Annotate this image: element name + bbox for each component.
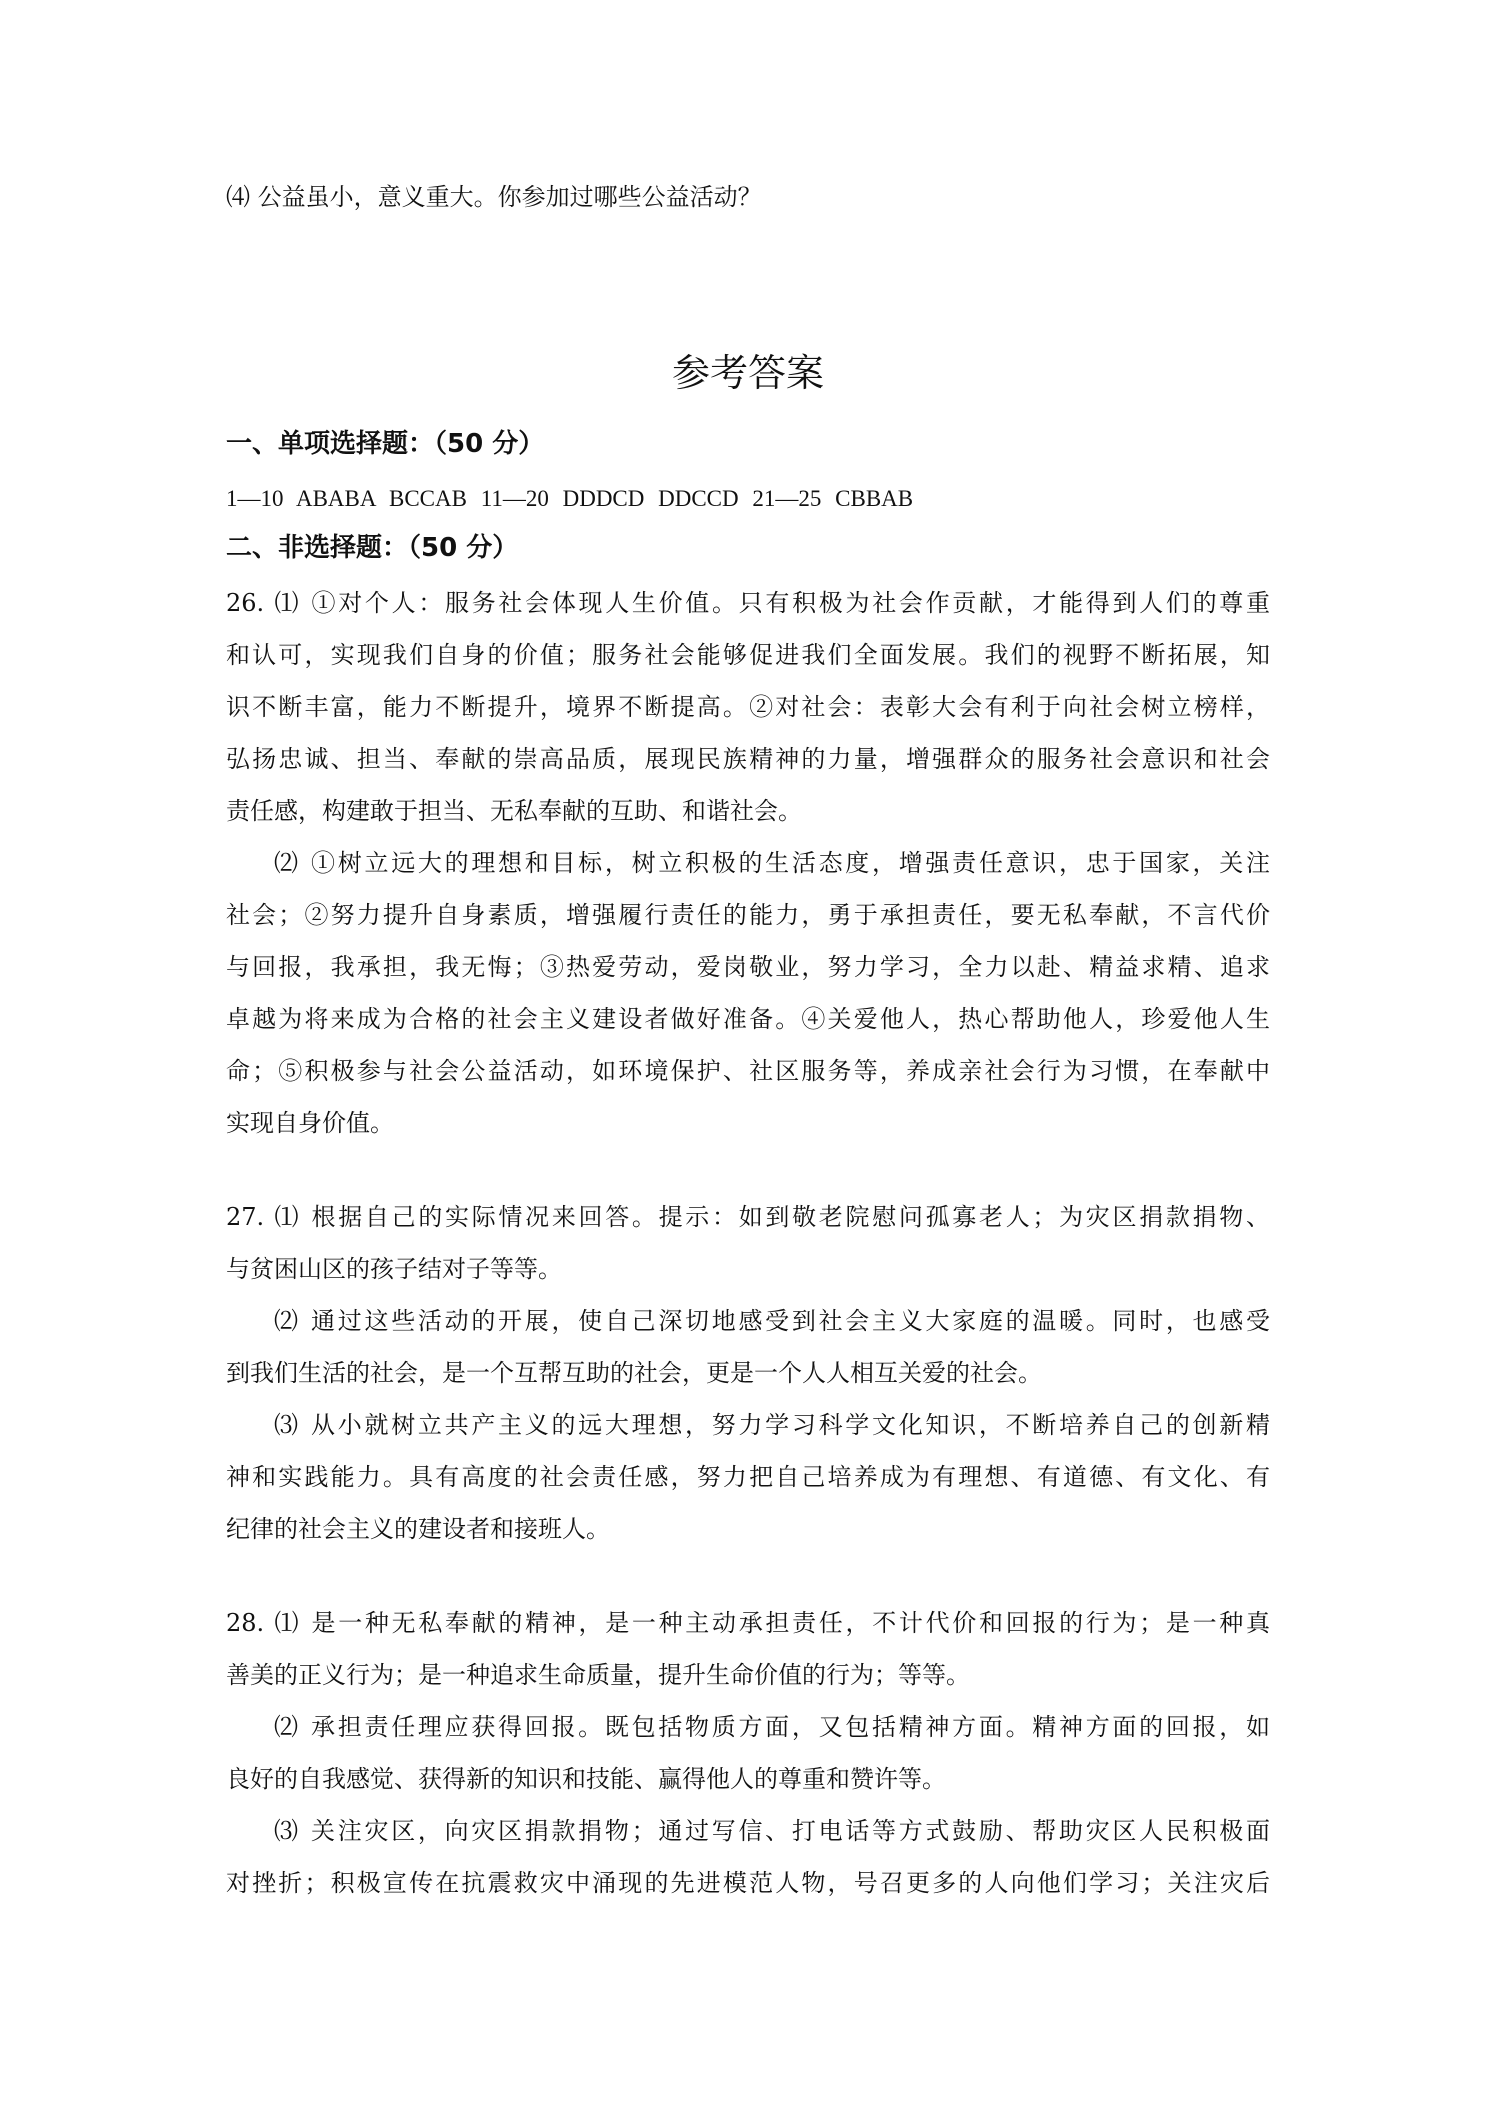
answer-28-part1-line: 28. ⑴ 是一种无私奉献的精神，是一种主动承担责任，不计代价和回报的行为；是一种真 <box>226 1609 1270 1637</box>
answer-26-part2-line: 卓越为将来成为合格的社会主义建设者做好准备。④关爱他人，热心帮助他人，珍爱他人生 <box>226 1005 1270 1033</box>
answer-27-part3-line: ⑶ 从小就树立共产主义的远大理想，努力学习科学文化知识，不断培养自己的创新精 <box>274 1411 1270 1439</box>
answer-26-part2-line: 实现自身价值。 <box>226 1109 394 1137</box>
answer-26-part1-line: 弘扬忠诚、担当、奉献的崇高品质，展现民族精神的力量，增强群众的服务社会意识和社会 <box>226 745 1270 773</box>
answer-26-part1-line: 责任感，构建敢于担当、无私奉献的互助、和谐社会。 <box>226 797 802 825</box>
answer-26-part1-line: 和认可，实现我们自身的价值；服务社会能够促进我们全面发展。我们的视野不断拓展，知 <box>226 641 1270 669</box>
section-heading-non-choice: 二、非选择题：（50 分） <box>226 533 519 563</box>
answer-26-part1-line: 26. ⑴ ①对个人：服务社会体现人生价值。只有积极为社会作贡献，才能得到人们的尊重 <box>226 589 1270 617</box>
page-title: 参考答案 <box>671 351 824 395</box>
answer-27-part2-line: ⑵ 通过这些活动的开展，使自己深切地感受到社会主义大家庭的温暖。同时，也感受 <box>274 1307 1270 1335</box>
answer-26-part2-line: ⑵ ①树立远大的理想和目标，树立积极的生活态度，增强责任意识，忠于国家，关注 <box>274 849 1270 877</box>
answer-26-part2-line: 命；⑤积极参与社会公益活动，如环境保护、社区服务等，养成亲社会行为习惯，在奉献中 <box>226 1057 1270 1085</box>
answer-27-part3-line: 神和实践能力。具有高度的社会责任感，努力把自己培养成为有理想、有道德、有文化、有 <box>226 1463 1270 1491</box>
answer-27-part1-line: 27. ⑴ 根据自己的实际情况来回答。提示：如到敬老院慰问孤寡老人；为灾区捐款捐物、 <box>226 1203 1270 1231</box>
section-heading-multiple-choice: 一、单项选择题：（50 分） <box>226 429 545 459</box>
previous-question-4: ⑷ 公益虽小，意义重大。你参加过哪些公益活动？ <box>226 183 762 211</box>
multiple-choice-answers: 1—10 ABABA BCCAB 11—20 DDDCD DDCCD 21—25 CBBAB <box>226 486 914 511</box>
answer-28-part3-line: ⑶ 关注灾区，向灾区捐款捐物；通过写信、打电话等方式鼓励、帮助灾区人民积极面 <box>274 1817 1270 1845</box>
answer-26-part2-line: 与回报，我承担，我无悔；③热爱劳动，爱岗敬业，努力学习，全力以赴、精益求精、追求 <box>226 953 1270 981</box>
answer-27-part3-line: 纪律的社会主义的建设者和接班人。 <box>226 1515 610 1543</box>
answer-28-part3-line: 对挫折；积极宣传在抗震救灾中涌现的先进模范人物，号召更多的人向他们学习；关注灾后 <box>226 1869 1270 1897</box>
answer-27-part1-line: 与贫困山区的孩子结对子等等。 <box>226 1255 562 1283</box>
answer-27-part2-line: 到我们生活的社会，是一个互帮互助的社会，更是一个人人相互关爱的社会。 <box>226 1359 1042 1387</box>
answer-28-part1-line: 善美的正义行为；是一种追求生命质量，提升生命价值的行为；等等。 <box>226 1661 970 1689</box>
answer-26-part1-line: 识不断丰富，能力不断提升，境界不断提高。②对社会：表彰大会有利于向社会树立榜样， <box>226 693 1270 721</box>
answer-28-part2-line: 良好的自我感觉、获得新的知识和技能、赢得他人的尊重和赞许等。 <box>226 1765 946 1793</box>
answer-26-part2-line: 社会；②努力提升自身素质，增强履行责任的能力，勇于承担责任，要无私奉献，不言代价 <box>226 901 1270 929</box>
answer-28-part2-line: ⑵ 承担责任理应获得回报。既包括物质方面，又包括精神方面。精神方面的回报，如 <box>274 1713 1270 1741</box>
